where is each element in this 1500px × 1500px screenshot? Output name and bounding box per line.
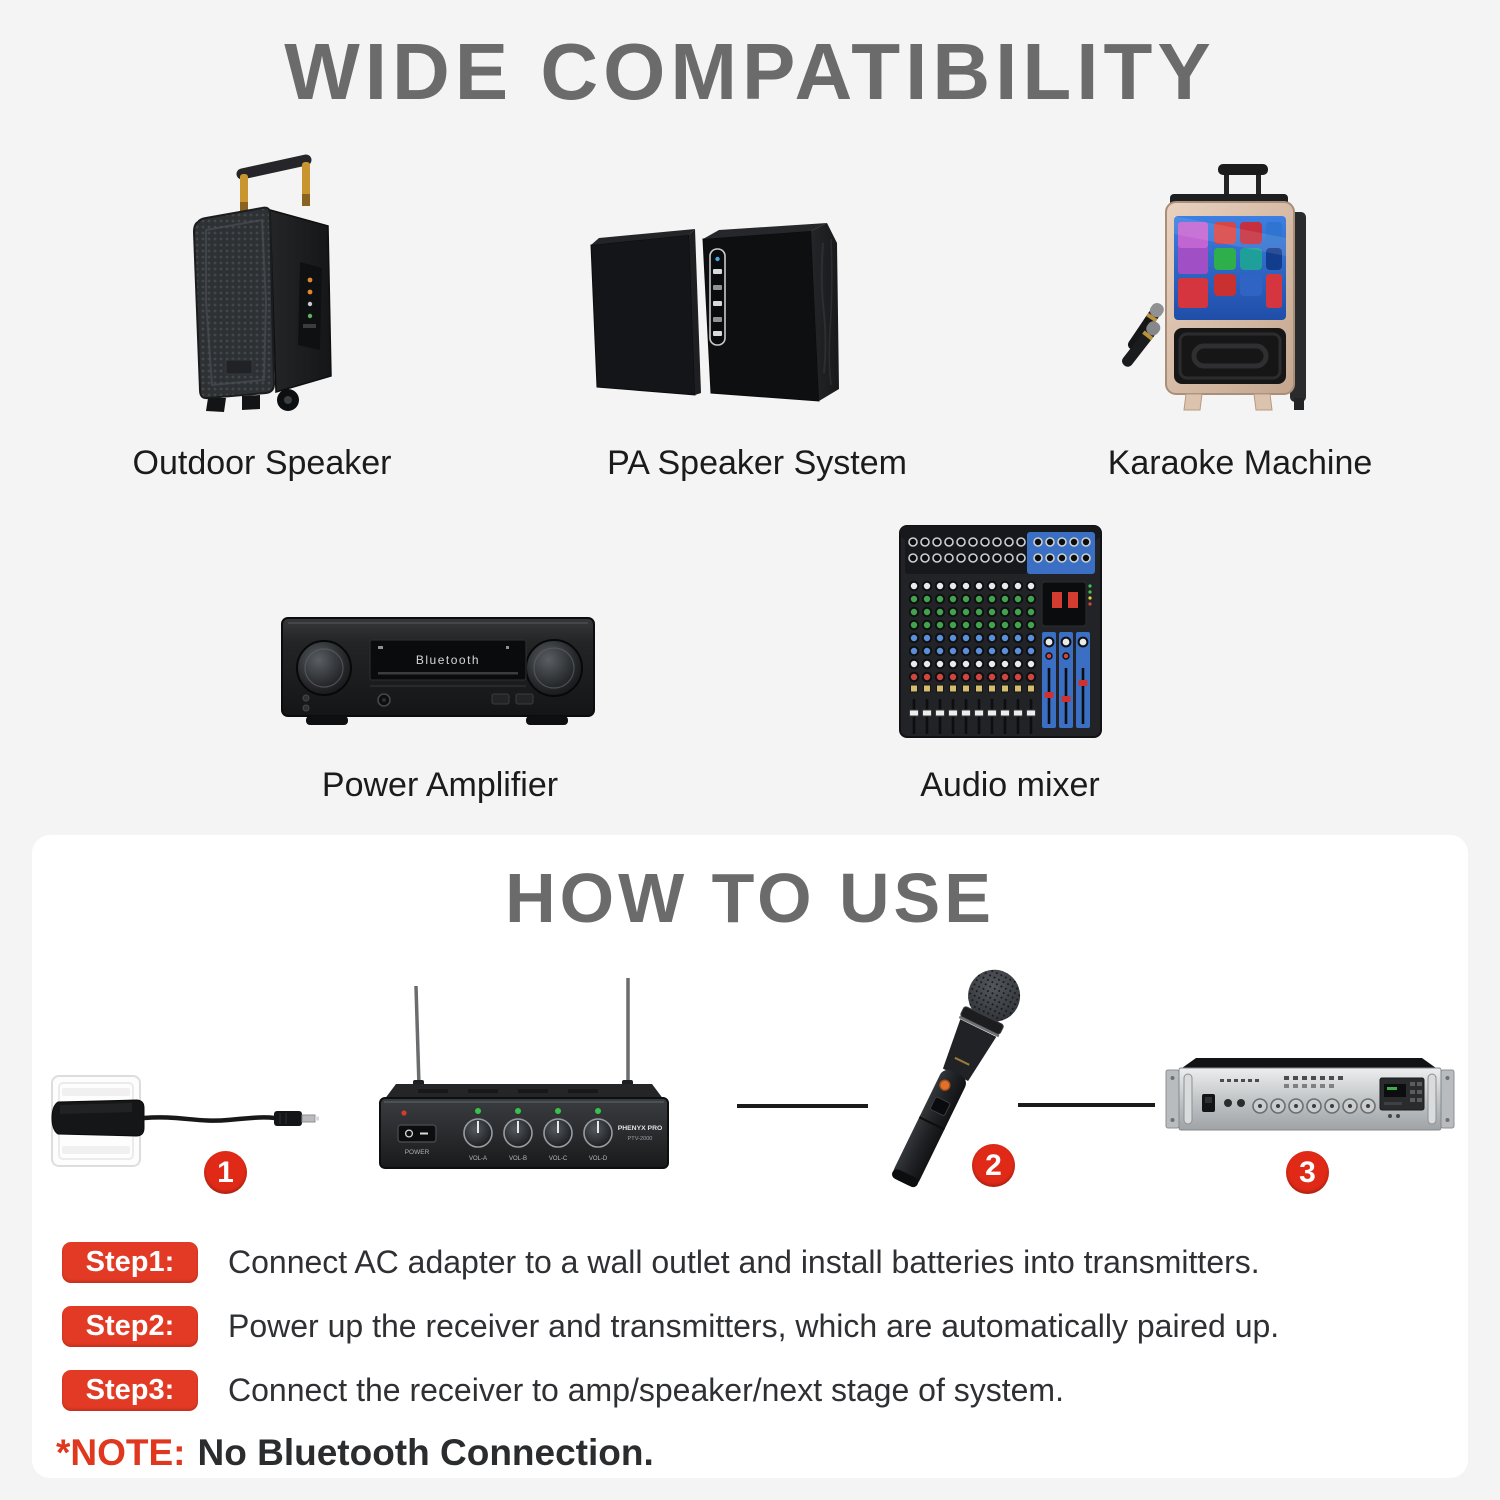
karaoke-machine-image (1108, 160, 1318, 415)
product-label: Audio mixer (920, 766, 1100, 804)
note-row (56, 1432, 654, 1474)
wide-compatibility-title: WIDE COMPATIBILITY (284, 27, 1216, 116)
connector-line-mic-amp (1018, 1103, 1155, 1107)
step-row-2 (62, 1306, 1279, 1347)
note-text: No Bluetooth Connection. (197, 1432, 654, 1473)
product-label: Power Amplifier (321, 766, 559, 804)
step-number-2: 2 (972, 1144, 1015, 1187)
receiver-knob-label: VOL-D (588, 1156, 608, 1162)
step-number-3: 3 (1286, 1151, 1329, 1194)
receiver-model: PTV-2000 (627, 1136, 653, 1142)
step1-badge: Step1: (62, 1242, 198, 1283)
wireless-receiver-image (378, 978, 670, 1174)
step2-text: Power up the receiver and transmitters, which are automatically paired up. (228, 1308, 1280, 1344)
how-to-use-title: HOW TO USE (505, 859, 995, 937)
step2-badge: Step2: (62, 1306, 198, 1347)
outdoor-speaker-image (182, 152, 342, 422)
receiver-knob-label: VOL-A (468, 1156, 488, 1162)
rack-amplifier-image (1164, 1054, 1456, 1134)
receiver-brand: PHENYX PRO (617, 1125, 663, 1132)
connector-line-receiver-mic (737, 1104, 868, 1108)
receiver-knob-label: VOL-C (548, 1156, 568, 1162)
note-label: *NOTE: (56, 1432, 186, 1473)
product-label: PA Speaker System (607, 444, 907, 482)
step3-badge: Step3: (62, 1370, 198, 1411)
step-row-1 (62, 1242, 1260, 1283)
step-row-3 (62, 1370, 1064, 1411)
amplifier-display-text: Bluetooth (415, 653, 481, 667)
receiver-knob-label: VOL-B (508, 1156, 528, 1162)
step1-text: Connect AC adapter to a wall outlet and install batteries into transmitters. (228, 1244, 1260, 1280)
ac-adapter-wall-outlet-image (48, 1070, 320, 1170)
audio-mixer-image (898, 524, 1103, 742)
step3-text: Connect the receiver to amp/speaker/next stage of system. (228, 1372, 1064, 1408)
product-label: Karaoke Machine (1107, 444, 1373, 482)
step-number-1: 1 (204, 1151, 247, 1194)
product-label: Outdoor Speaker (132, 444, 392, 482)
pa-speaker-system-image (583, 203, 883, 428)
receiver-power-label: POWER (404, 1149, 430, 1156)
power-amplifier-image (278, 606, 598, 738)
